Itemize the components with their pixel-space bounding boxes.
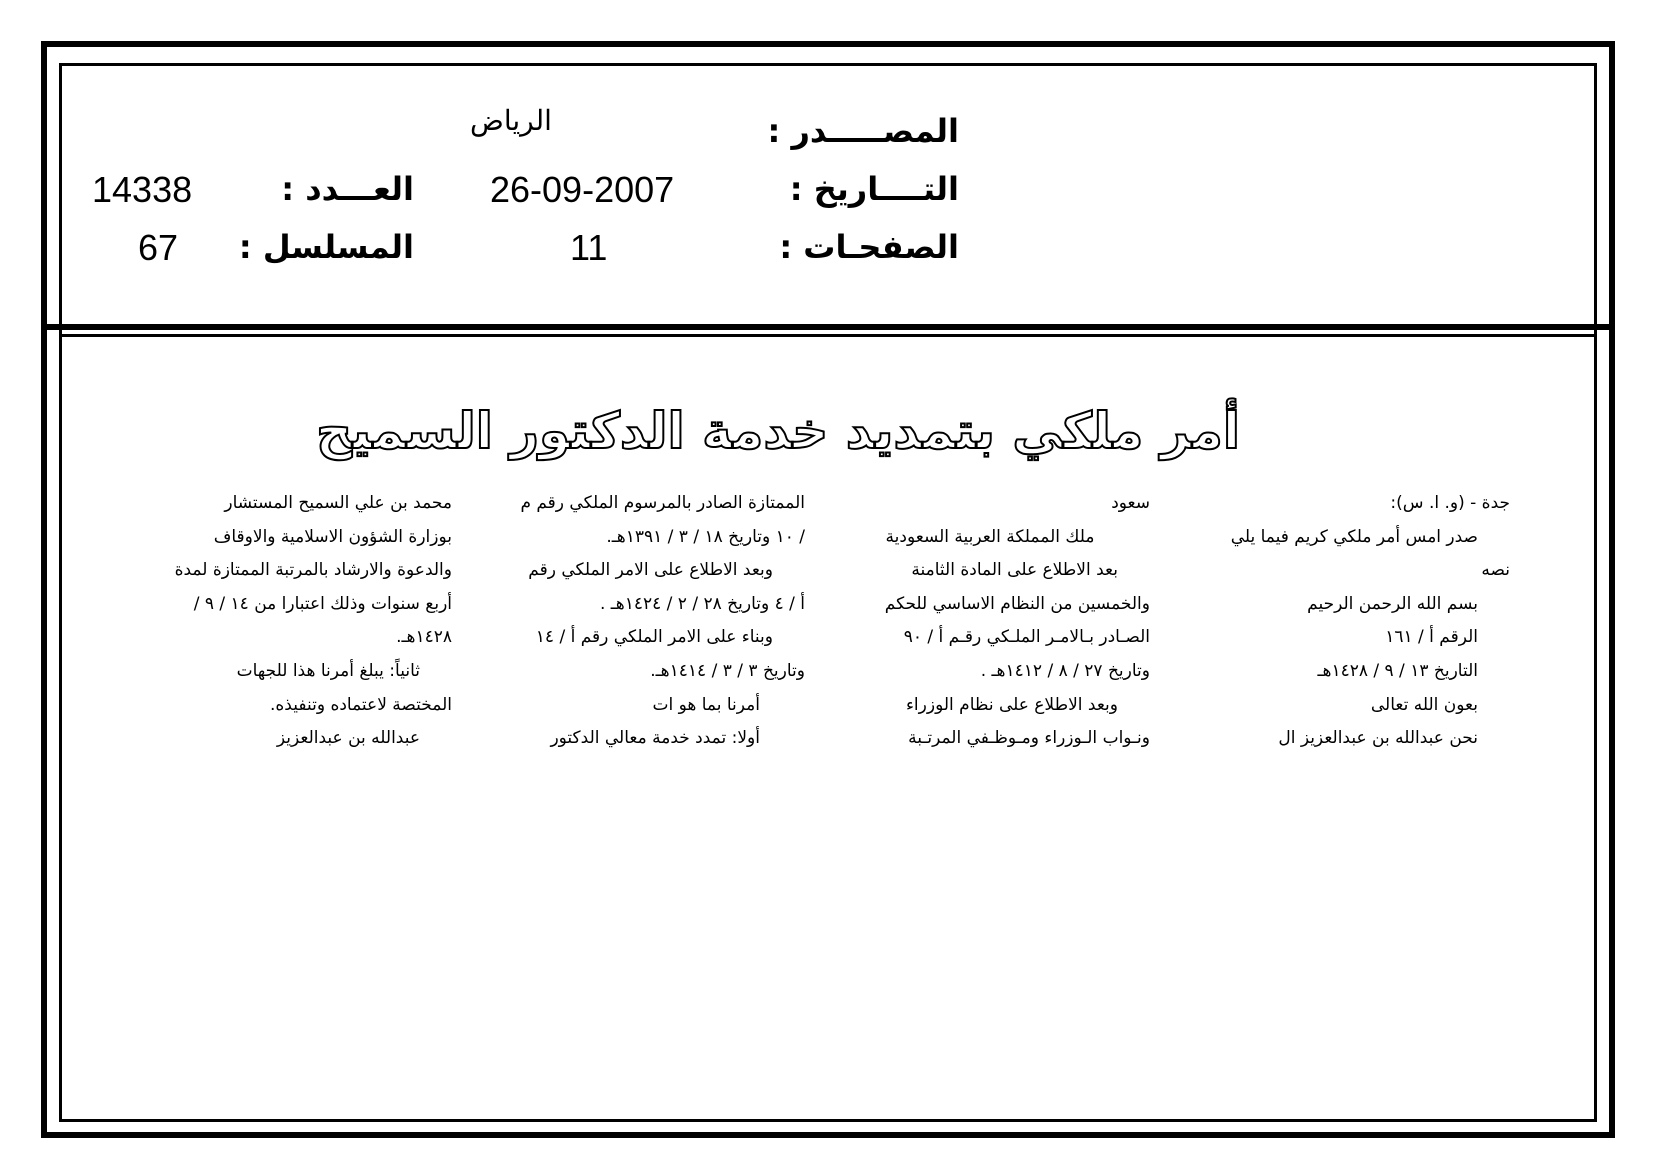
text-line: بعد الاطلاع على المادة الثامنة	[911, 560, 1118, 581]
text-line: ثانياً: يبلغ أمرنا هذا للجهات	[236, 660, 420, 681]
text-line: ملك المملكة العربية السعودية	[885, 526, 1095, 547]
article-title: أمر ملكي بتمديد خدمة الدكتور السميح	[316, 402, 1240, 460]
date-value: 26-09-2007	[490, 169, 675, 210]
text-line: / ١٠ وتاريخ ١٨ / ٣ / ١٣٩١هـ.	[606, 526, 805, 547]
number-value: 14338	[92, 169, 193, 210]
text-line: نحن عبدالله بن عبدالعزيز ال	[1278, 728, 1478, 749]
pages-value: 11	[570, 227, 608, 268]
text-line: صدر امس أمر ملكي كريم فيما يلي	[1230, 526, 1478, 547]
text-line: بسم الله الرحمن الرحيم	[1307, 593, 1478, 614]
header-divider	[44, 324, 1610, 330]
text-line: سعود	[1111, 493, 1150, 513]
text-line: عبدالله بن عبدالعزيز	[276, 728, 420, 749]
header-divider-inner	[59, 334, 1597, 337]
text-line: الصـادر بـالامـر الملـكي رقـم أ / ٩٠	[903, 627, 1150, 648]
text-line: والخمسين من النظام الاساسي للحكم	[884, 593, 1150, 614]
article-column-2	[830, 487, 1150, 756]
serial-label: المسلسل :	[238, 228, 414, 266]
date-label: التــــاريخ :	[789, 170, 959, 208]
number-label: العـــدد :	[281, 170, 414, 208]
text-line: والدعوة والارشاد بالمرتبة الممتازة لمدة	[174, 560, 452, 581]
serial-value: 67	[138, 227, 179, 268]
text-line: المختصة لاعتماده وتنفيذه.	[270, 694, 452, 715]
source-value: الرياض	[470, 104, 552, 137]
text-line: بوزارة الشؤون الاسلامية والاوقاف	[213, 526, 452, 547]
text-line: أولا: تمدد خدمة معالي الدكتور	[550, 728, 760, 749]
text-line: محمد بن علي السميح المستشار	[224, 493, 452, 513]
text-line: وبعد الاطلاع على نظام الوزراء	[905, 694, 1118, 715]
article-column-3	[480, 487, 805, 756]
text-line: التاريخ ١٣ / ٩ / ١٤٢٨هـ	[1317, 660, 1478, 681]
text-line: وتاريخ ٣ / ٣ / ١٤١٤هـ.	[650, 660, 805, 681]
text-line: أمرنا بما هو ات	[652, 694, 760, 715]
text-line: ونـواب الـوزراء ومـوظـفي المرتـبة	[908, 728, 1150, 749]
text-line: أربع سنوات وذلك اعتبارا من ١٤ / ٩ /	[193, 593, 452, 614]
article-column-1	[1170, 487, 1510, 756]
text-line: وتاريخ ٢٧ / ٨ / ١٤١٢هـ .	[980, 660, 1150, 681]
text-line: أ / ٤ وتاريخ ٢٨ / ٢ / ١٤٢٤هـ .	[599, 593, 805, 614]
pages-label: الصفحـات :	[779, 228, 959, 266]
text-line: وبعد الاطلاع على الامر الملكي رقم	[528, 560, 773, 581]
text-line: نصه	[1481, 560, 1510, 581]
source-label: المصـــــدر :	[767, 112, 959, 150]
text-line: جدة - (و. ا. س):	[1390, 493, 1510, 513]
article-column-4	[128, 487, 452, 756]
text-line: بعون الله تعالى	[1370, 694, 1478, 715]
text-line: وبناء على الامر الملكي رقم أ / ١٤	[535, 627, 773, 648]
text-line: الرقم أ / ١٦١	[1385, 627, 1478, 648]
text-line: الممتازة الصادر بالمرسوم الملكي رقم م	[520, 493, 805, 513]
text-line: ١٤٢٨هـ.	[396, 627, 452, 648]
